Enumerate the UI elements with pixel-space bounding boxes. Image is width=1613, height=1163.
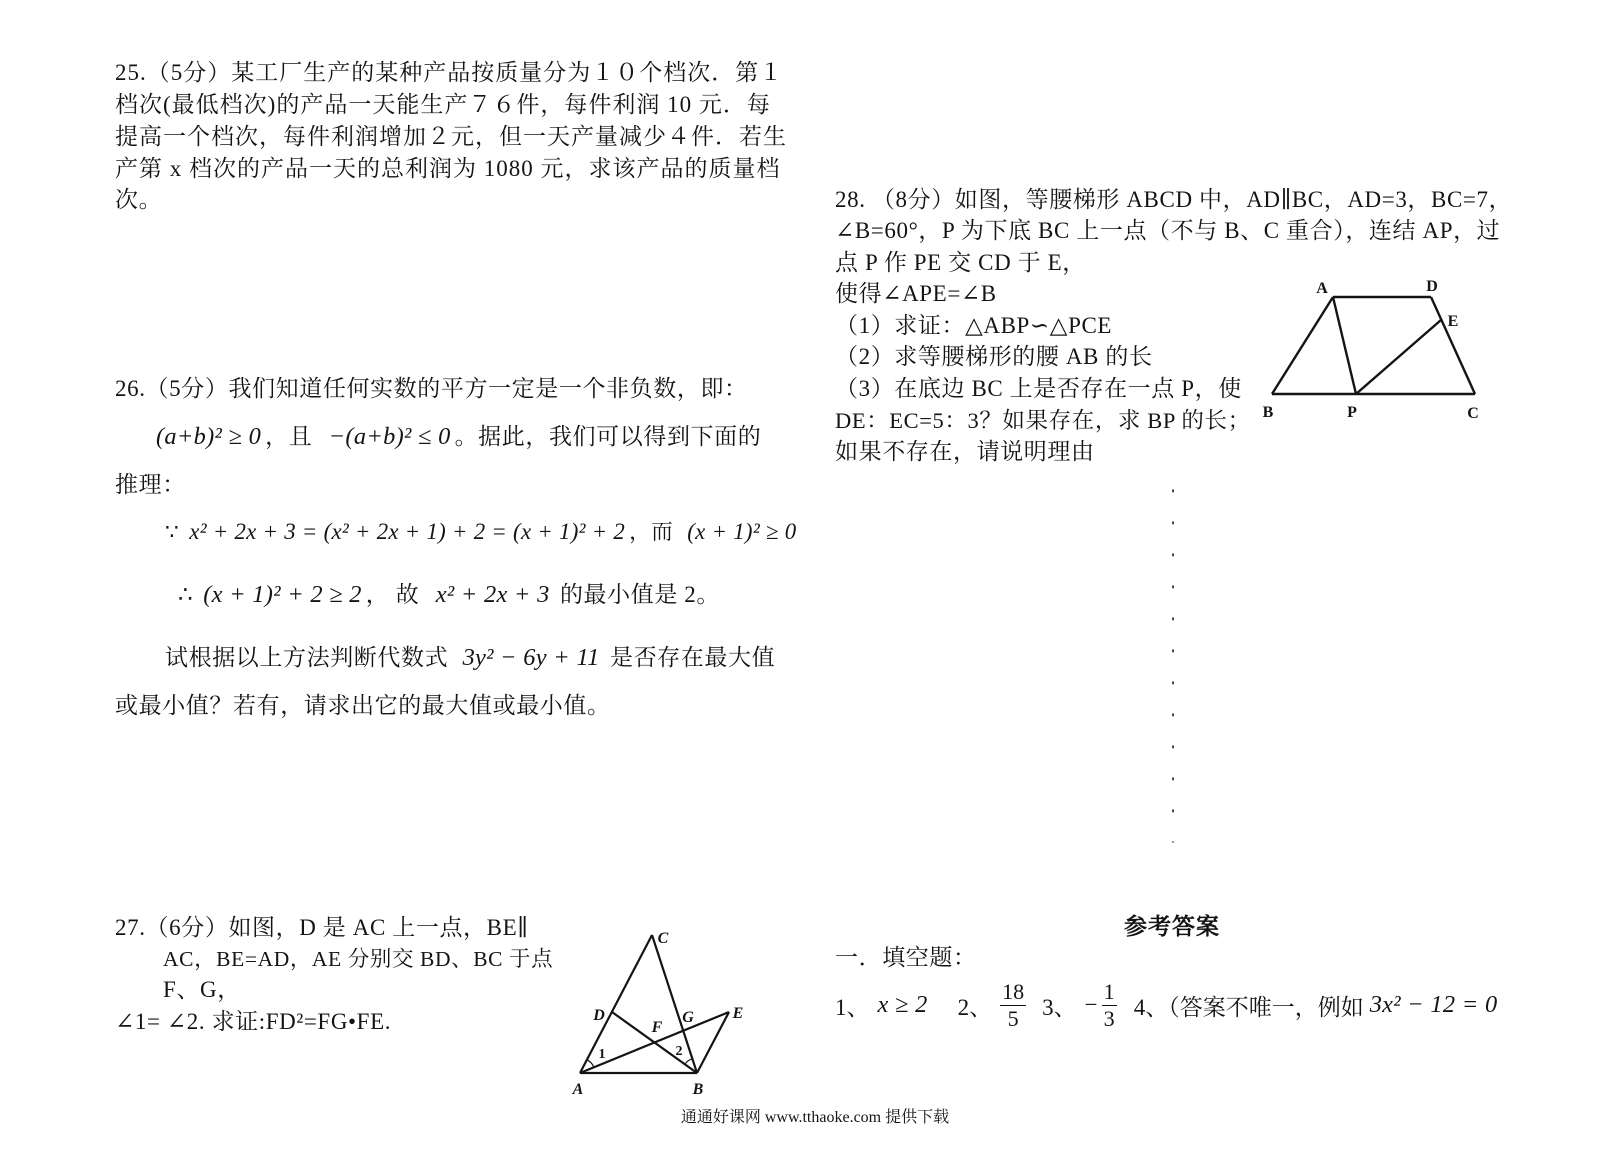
q27-line-3: F、G，	[163, 977, 241, 1002]
q26-line-5	[178, 579, 798, 611]
label-P: P	[1347, 404, 1357, 421]
q25-line-5: 次。	[115, 187, 163, 212]
answer-1: x ≥ 2	[877, 991, 928, 1018]
label-D: D	[1426, 278, 1438, 295]
minus-sign: −	[1084, 992, 1098, 1017]
because-symbol: ∵	[165, 520, 180, 545]
text-segment: ， 故	[365, 582, 426, 607]
numerator: 18	[1002, 978, 1025, 1004]
q26-line-1: 26.（5分）我们知道任何实数的平方一定是一个非负数，即：	[115, 376, 748, 401]
answer-number-1: 1、	[835, 994, 870, 1020]
text-segment: 。据此，我们可以得到下面的	[454, 424, 762, 449]
page-footer: 通通好课网 www.tthaoke.com 提供下载	[680, 1109, 950, 1126]
segment-CB	[652, 935, 697, 1073]
answer-section-heading: 一．填空题：	[835, 945, 977, 970]
math-expression: x² + 2x + 3	[435, 581, 550, 608]
label-C: C	[657, 930, 669, 947]
label-D: D	[593, 1007, 605, 1024]
q28-trapezoid-figure	[1250, 270, 1500, 430]
angle-1-arc	[587, 1060, 594, 1068]
segment-AC	[580, 935, 652, 1073]
therefore-symbol: ∴	[178, 582, 194, 608]
denominator: 3	[1103, 1005, 1115, 1031]
q28-line-3: 点 P 作 PE 交 CD 于 E，	[835, 250, 1086, 275]
math-expression: (a+b)² ≥ 0	[156, 423, 262, 450]
label-A: A	[572, 1081, 584, 1098]
label-B: B	[692, 1081, 704, 1098]
q27-line-2: AC，BE=AD，AE 分别交 BD、BC 于点	[163, 947, 554, 971]
answer-3-fraction	[1102, 979, 1117, 1032]
q25-line-2: 档次(最低档次)的产品一天能生产７６件，每件利润 10 元．每	[115, 92, 771, 117]
q26-line-7: 或最小值？若有，请求出它的最大值或最小值。	[115, 693, 611, 718]
q25-line-3: 提高一个档次，每件利润增加２元，但一天产量减少４件．若生	[115, 124, 787, 149]
q26-line-3: 推理：	[115, 472, 186, 497]
q27-line-4: ∠1= ∠2. 求证:FD²=FG•FE.	[115, 1009, 392, 1034]
q28-line-2: ∠B=60°，P 为下底 BC 上一点（不与 B、C 重合），连结 AP，过	[835, 218, 1501, 243]
numerator: 1	[1103, 978, 1115, 1004]
q28-part-3: （3）在底边 BC 上是否存在一点 P，使	[835, 376, 1242, 401]
segment-BE	[697, 1012, 729, 1073]
segment-AB	[1272, 297, 1333, 394]
label-angle-1: 1	[598, 1047, 606, 1062]
q27-triangle-figure	[560, 920, 760, 1100]
q28-line-9: 如果不存在，请说明理由	[835, 439, 1095, 464]
math-expression: (x + 1)² ≥ 0	[687, 519, 797, 544]
label-C: C	[1467, 405, 1479, 422]
q28-part-2: （2）求等腰梯形的腰 AB 的长	[835, 344, 1153, 369]
segment-DC	[1431, 297, 1475, 394]
math-expression: x² + 2x + 3 = (x² + 2x + 1) + 2 = (x + 1)² + 2	[189, 519, 626, 544]
math-expression: (x + 1)² + 2 ≥ 2	[203, 581, 362, 608]
answer-number-3: 3、	[1042, 994, 1077, 1020]
angle-2-arc	[685, 1059, 693, 1065]
answer-2-fraction	[1000, 979, 1026, 1032]
label-A: A	[1316, 280, 1328, 297]
answer-row	[835, 975, 1555, 1035]
q28-line-4: 使得∠APE=∠B	[835, 281, 997, 306]
q27-line-1: 27.（6分）如图，D 是 AC 上一点，BE∥	[115, 915, 529, 940]
q26-line-6	[165, 642, 805, 674]
q25-line-1: 25.（5分）某工厂生产的某种产品按质量分为１０个档次．第１	[115, 60, 784, 85]
text-segment: 是否存在最大值	[603, 645, 776, 670]
segment-PE	[1356, 320, 1441, 394]
q28-line-1: 28. （8分）如图，等腰梯形 ABCD 中，AD∥BC，AD=3，BC=7，	[835, 187, 1513, 212]
answer-4: 3x² − 12 = 0	[1369, 991, 1498, 1018]
math-expression: 3y² − 6y + 11	[462, 644, 600, 671]
math-expression: −(a+b)² ≤ 0	[328, 423, 451, 450]
q26-line-4	[165, 516, 805, 548]
label-E: E	[1447, 313, 1459, 330]
dotted-divider	[1168, 486, 1178, 846]
text-segment: ，而	[629, 520, 680, 544]
q25-line-4: 产第 x 档次的产品一天的总利润为 1080 元，求该产品的质量档	[115, 156, 781, 181]
label-B: B	[1262, 404, 1274, 421]
label-F: F	[651, 1019, 663, 1036]
label-G: G	[682, 1009, 694, 1026]
label-E: E	[732, 1005, 744, 1022]
text-segment: ，且	[265, 424, 319, 449]
q28-line-8: DE：EC=5：3？如果存在，求 BP 的长；	[835, 408, 1251, 433]
label-angle-2: 2	[675, 1044, 683, 1059]
q26-line-2	[152, 421, 807, 453]
q28-part-1: （1）求证：△ABP∽△PCE	[835, 313, 1113, 338]
text-segment: 的最小值是 2。	[553, 582, 721, 607]
answer-key-title: 参考答案	[1124, 914, 1220, 939]
answer-number-2: 2、	[957, 994, 993, 1020]
segment-AP	[1333, 297, 1356, 394]
answer-number-4: 4、（答案不唯一，例如	[1133, 994, 1364, 1020]
text-segment: 试根据以上方法判断代数式	[165, 645, 455, 670]
denominator: 5	[1007, 1005, 1019, 1031]
